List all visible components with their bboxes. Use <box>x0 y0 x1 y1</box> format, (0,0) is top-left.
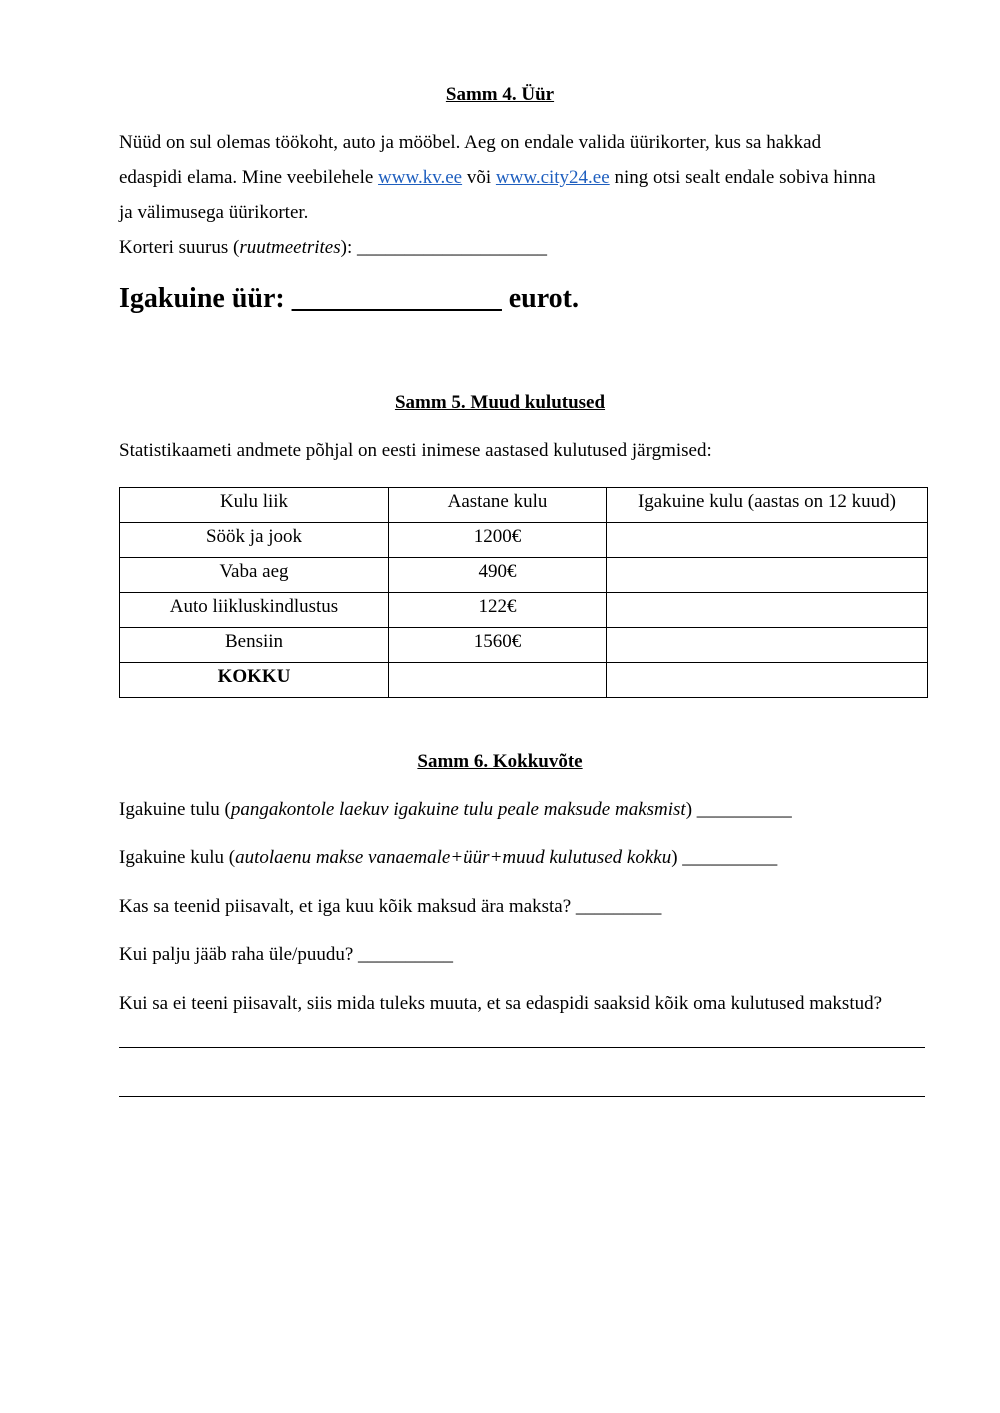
surplus-deficit-question[interactable]: Kui palju jääb raha üle/puudu? __________ <box>119 944 454 965</box>
monthly-expense-field[interactable] <box>119 847 777 869</box>
apartment-size-blank: ): ____________________ <box>340 237 547 258</box>
table-total-row <box>120 663 928 698</box>
q2-blank: ) __________ <box>671 847 778 868</box>
table-row <box>120 593 928 628</box>
step4-paragraph-line3: ja välimusega üürikorter. <box>119 202 309 223</box>
column-header-monthly-cost: Igakuine kulu (aastas on 12 kuud) <box>607 488 928 523</box>
expense-type-cell: Bensiin <box>120 628 389 663</box>
step4-paragraph-line2 <box>119 167 876 189</box>
annual-cost-cell: 1200€ <box>389 523 607 558</box>
table-row <box>120 523 928 558</box>
q1-label-italic: pangakontole laekuv igakuine tulu peale maksude maksmist <box>230 799 686 820</box>
monthly-cost-input-cell[interactable] <box>607 628 928 663</box>
q1-label-a: Igakuine tulu ( <box>119 799 231 820</box>
step5-intro: Statistikaameti andmete põhjal on eesti inimese aastased kulutused järgmised: <box>119 440 712 461</box>
table-row <box>120 628 928 663</box>
expenses-table <box>119 487 928 698</box>
column-header-expense-type: Kulu liik <box>120 488 389 523</box>
step4-line2-text-a: edaspidi elama. Mine veebilehele <box>119 167 379 188</box>
step5-heading: Samm 5. Muud kulutused <box>394 392 606 413</box>
step6-heading: Samm 6. Kokkuvõte <box>417 751 583 772</box>
expense-type-cell: Söök ja jook <box>120 523 389 558</box>
total-label-cell: KOKKU <box>120 663 389 698</box>
city24-link[interactable]: www.city24.ee <box>495 167 610 188</box>
q2-label-a: Igakuine kulu ( <box>119 847 236 868</box>
table-header-row <box>120 488 928 523</box>
q2-label-italic: autolaenu makse vanaemale+üür+muud kulutused kokku <box>235 847 672 868</box>
step4-heading: Samm 4. Üür <box>445 84 555 105</box>
answer-line-1[interactable] <box>119 1047 925 1048</box>
annual-total-input-cell[interactable] <box>389 663 607 698</box>
earn-enough-question[interactable]: Kas sa teenid piisavalt, et iga kuu kõik maksud ära maksta? _________ <box>119 896 662 917</box>
expense-type-cell: Auto liikluskindlustus <box>120 593 389 628</box>
step4-paragraph-line1: Nüüd on sul olemas töökoht, auto ja mööbel. Aeg on endale valida üürikorter, kus sa hakkad <box>119 132 822 153</box>
monthly-cost-input-cell[interactable] <box>607 523 928 558</box>
apartment-size-label-italic: ruutmeetrites <box>239 237 341 258</box>
apartment-size-field[interactable] <box>119 237 547 259</box>
what-to-change-question: Kui sa ei teeni piisavalt, siis mida tuleks muuta, et sa edaspidi saaksid kõik oma kulutused makstud? <box>119 993 883 1014</box>
q1-blank: ) __________ <box>685 799 792 820</box>
column-header-annual-cost: Aastane kulu <box>389 488 607 523</box>
monthly-cost-input-cell[interactable] <box>607 593 928 628</box>
kv-link[interactable]: www.kv.ee <box>378 167 463 188</box>
step4-line2-text-c: ning otsi sealt endale sobiva hinna <box>609 167 876 188</box>
monthly-total-input-cell[interactable] <box>607 663 928 698</box>
step4-line2-text-b: või <box>462 167 496 188</box>
answer-line-2[interactable] <box>119 1096 925 1097</box>
apartment-size-label-a: Korteri suurus ( <box>119 237 240 258</box>
expense-type-cell: Vaba aeg <box>120 558 389 593</box>
annual-cost-cell: 122€ <box>389 593 607 628</box>
monthly-rent-field[interactable]: Igakuine üür: _______________ eurot. <box>119 283 579 314</box>
annual-cost-cell: 490€ <box>389 558 607 593</box>
monthly-income-field[interactable] <box>119 799 792 821</box>
annual-cost-cell: 1560€ <box>389 628 607 663</box>
table-row <box>120 558 928 593</box>
monthly-cost-input-cell[interactable] <box>607 558 928 593</box>
